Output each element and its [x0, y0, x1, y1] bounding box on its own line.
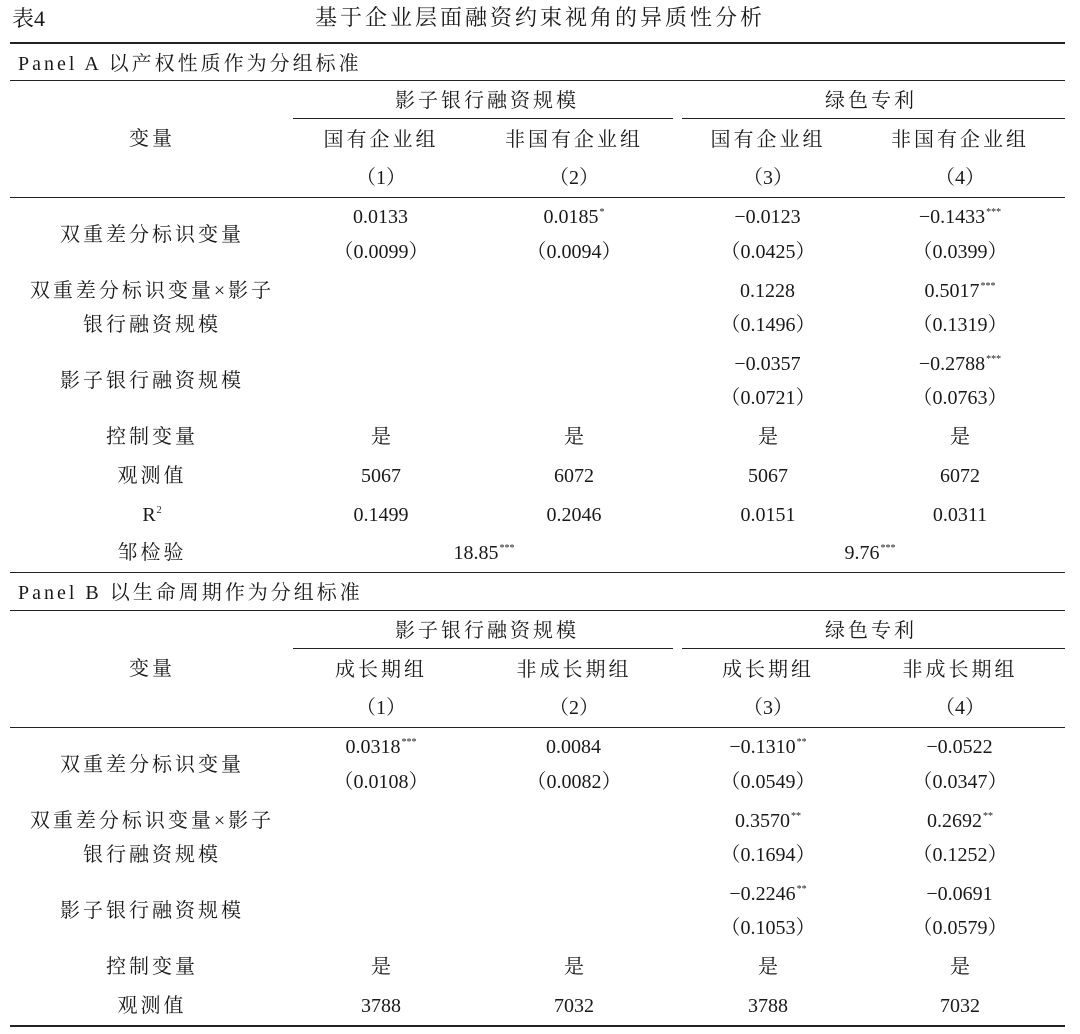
panel-a-r1-c1: 0.0133	[353, 206, 408, 228]
panel-a-chow-2: 9.76***	[844, 542, 896, 564]
panel-a-r1-se1: （0.0099）	[333, 241, 429, 263]
panel-b-header-rule	[10, 727, 1065, 728]
panel-a-num-3: （3）	[743, 167, 793, 189]
panel-b-r3-se3: （0.1053）	[720, 917, 816, 939]
panel-b-r1-se4: （0.0347）	[912, 771, 1008, 793]
panel-b-col-4: 非成长期组	[902, 659, 1018, 681]
table-label: 表4	[12, 6, 46, 31]
panel-b-obs-4: 7032	[940, 995, 980, 1017]
panel-b-r2-c4: 0.2692**	[927, 810, 993, 832]
panel-a-num-1: （1）	[356, 167, 406, 189]
panel-b-num-1: （1）	[356, 697, 406, 719]
panel-b-num-2: （2）	[549, 697, 599, 719]
panel-a-r3-c4: −0.2788***	[918, 353, 1002, 375]
panel-b-r1-c3: −0.1310**	[729, 736, 807, 758]
panel-a-r2stat-label: $R^2$	[142, 504, 162, 526]
panel-a-r2stat-1: 0.1499	[353, 504, 409, 526]
panel-a-r2-se4: （0.1319）	[912, 314, 1008, 336]
panel-b-obs-2: 7032	[554, 995, 594, 1017]
panel-a-ctrl-label: 控制变量	[106, 426, 198, 448]
panel-a-r1-c3: −0.0123	[734, 206, 801, 228]
panel-b-r1-se3: （0.0549）	[720, 771, 816, 793]
panel-b-r2-se4: （0.1252）	[912, 844, 1008, 866]
panel-b-col-3: 成长期组	[722, 659, 814, 681]
panel-b-ctrl-2: 是	[564, 956, 584, 978]
panel-a-group-green-patent: 绿色专利	[825, 90, 917, 112]
panel-a-num-4: （4）	[935, 167, 985, 189]
panel-a-group-rule-1	[293, 118, 673, 119]
panel-a-r3-se4: （0.0763）	[912, 387, 1008, 409]
panel-a-col-3: 国有企业组	[710, 129, 826, 151]
panel-a-r1-c2: 0.0185*	[543, 206, 605, 228]
panel-b-row2-label-a: 双重差分标识变量×影子	[29, 810, 275, 832]
panel-a-r2-se3: （0.1496）	[720, 314, 816, 336]
panel-b-col-1: 成长期组	[335, 659, 427, 681]
panel-a-row1-label: 双重差分标识变量	[60, 224, 244, 246]
panel-b-num-3: （3）	[743, 697, 793, 719]
panel-b-ctrl-3: 是	[758, 956, 778, 978]
table-title: 基于企业层面融资约束视角的异质性分析	[314, 5, 766, 30]
panel-b-r1-c4: −0.0522	[926, 736, 993, 758]
panel-a-r2stat-2: 0.2046	[546, 504, 602, 526]
panel-a-col-2: 非国有企业组	[505, 129, 643, 151]
panel-a-obs-label: 观测值	[117, 465, 187, 487]
panel-b-r1-se1: （0.0108）	[333, 771, 429, 793]
panel-a-obs-2: 6072	[554, 465, 594, 487]
panel-a-r2stat-3: 0.0151	[740, 504, 796, 526]
panel-a-ctrl-2: 是	[564, 426, 584, 448]
panel-b-ctrl-4: 是	[950, 956, 970, 978]
panel-b-ctrl-1: 是	[371, 956, 391, 978]
panel-b-rule	[10, 610, 1065, 611]
panel-b-row1-label: 双重差分标识变量	[60, 754, 244, 776]
panel-a-ctrl-4: 是	[950, 426, 970, 448]
panel-a-obs-4: 6072	[940, 465, 980, 487]
panel-b-r1-c1: 0.0318***	[345, 736, 417, 758]
panel-a-r2-c3: 0.1228	[740, 280, 795, 302]
panel-a-row3-label: 影子银行融资规模	[60, 370, 244, 392]
panel-a-row2-label-b: 银行融资规模	[83, 314, 221, 336]
panel-a-r1-se2: （0.0094）	[526, 241, 622, 263]
panel-a-ctrl-3: 是	[758, 426, 778, 448]
panel-b-r3-c3: −0.2246**	[729, 883, 807, 905]
panel-b-group-rule-2	[682, 648, 1065, 649]
panel-a-header-rule	[10, 197, 1065, 198]
panel-b-title: Panel B 以生命周期作为分组标准	[18, 582, 363, 604]
panel-a-bottom-rule	[10, 572, 1065, 573]
panel-a-r3-c3: −0.0357	[734, 353, 801, 375]
panel-b-r3-se4: （0.0579）	[912, 917, 1008, 939]
top-rule	[10, 42, 1065, 44]
panel-a-r1-c4: −0.1433***	[918, 206, 1002, 228]
panel-a-chow-label: 邹检验	[117, 542, 187, 564]
panel-a-chow-1: 18.85***	[453, 542, 515, 564]
panel-a-num-2: （2）	[549, 167, 599, 189]
panel-b-obs-3: 3788	[748, 995, 788, 1017]
panel-a-r1-se4: （0.0399）	[912, 241, 1008, 263]
panel-a-r1-se3: （0.0425）	[720, 241, 816, 263]
panel-b-obs-1: 3788	[361, 995, 401, 1017]
panel-a-col-4: 非国有企业组	[891, 129, 1029, 151]
panel-a-group-shadow-bank: 影子银行融资规模	[395, 90, 579, 112]
panel-a-title: Panel A 以产权性质作为分组标准	[18, 53, 362, 75]
panel-b-group-green-patent: 绿色专利	[825, 620, 917, 642]
panel-b-num-4: （4）	[935, 697, 985, 719]
panel-a-r2-c4: 0.5017***	[924, 280, 996, 302]
panel-a-obs-3: 5067	[748, 465, 788, 487]
panel-a-obs-1: 5067	[361, 465, 401, 487]
panel-a-r2stat-4: 0.0311	[932, 504, 988, 526]
panel-b-r2-c3: 0.3570**	[735, 810, 801, 832]
panel-b-group-rule-1	[293, 648, 673, 649]
panel-a-ctrl-1: 是	[371, 426, 391, 448]
panel-a-col-1: 国有企业组	[323, 129, 439, 151]
panel-a-rule	[10, 80, 1065, 81]
bottom-rule	[10, 1025, 1065, 1027]
panel-b-r1-se2: （0.0082）	[526, 771, 622, 793]
panel-b-r1-c2: 0.0084	[546, 736, 601, 758]
panel-a-var-header: 变量	[129, 128, 175, 150]
panel-b-r3-c4: −0.0691	[926, 883, 993, 905]
panel-b-ctrl-label: 控制变量	[106, 956, 198, 978]
panel-a-row2-label-a: 双重差分标识变量×影子	[29, 280, 275, 302]
panel-b-group-shadow-bank: 影子银行融资规模	[395, 620, 579, 642]
panel-b-obs-label: 观测值	[117, 995, 187, 1017]
panel-b-row3-label: 影子银行融资规模	[60, 900, 244, 922]
panel-b-col-2: 非成长期组	[516, 659, 632, 681]
panel-a-group-rule-2	[682, 118, 1065, 119]
panel-b-var-header: 变量	[129, 658, 175, 680]
panel-a-r3-se3: （0.0721）	[720, 387, 816, 409]
panel-b-r2-se3: （0.1694）	[720, 844, 816, 866]
panel-b-row2-label-b: 银行融资规模	[83, 844, 221, 866]
